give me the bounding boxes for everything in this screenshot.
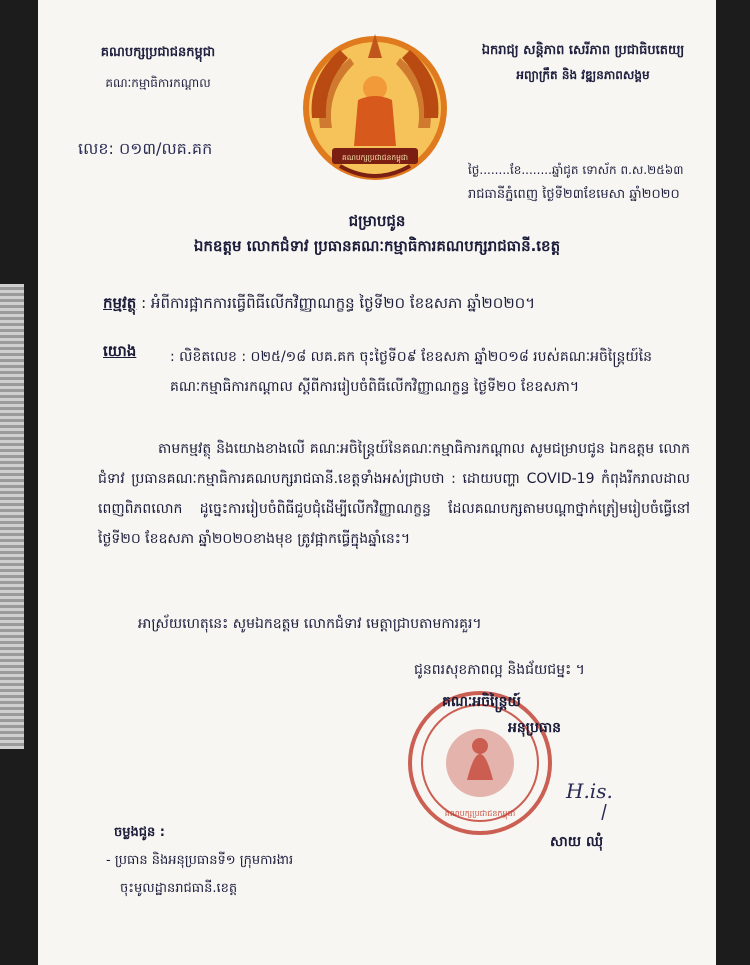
stamp-text: គណបក្សប្រជាជនកម្ពុជា [444,809,516,818]
motto-line2: អព្យាក្រឹត និង វឌ្ឍនភាពសង្គម [516,68,650,82]
subject-text: : អំពីការផ្អាកការធ្វើពិធីលើកវិញ្ញាណក្ខន្ធ ថ្ងៃទី២០ ខែឧសភា ឆ្នាំ២០២០។ [141,294,536,312]
handwritten-signature-icon [560,768,640,824]
background-strip [0,284,24,749]
addressee-line: ឯកឧត្តម លោកជំទាវ ប្រធានគណៈកម្មាធិការគណបក្សរាជធានី.ខេត្ត [193,237,561,255]
body-paragraph [98,434,690,554]
solar-date: រាជធានីភ្នំពេញ ថ្ងៃទី២៣ខែមេសា ឆ្នាំ២០២០ [468,187,680,202]
emblem-banner-text: គណបក្សប្រជាជនកម្ពុជា [342,153,408,162]
reference-text: : លិខិតលេខ : ០២៥/១៨ លគ.គក ចុះថ្ងៃទី០៩ ខែឧសភា ឆ្នាំ២០១៨ របស់គណៈអចិន្ត្រៃយ៍នៃគណៈកម្មាធិការកណ្តាល ស្តីពីការរៀបចំពិធីលើកវិញ្ញាណក្ខន្ធ ថ្ងៃទី២០ ខែឧសភា។ [170,349,653,395]
party-header [58,44,258,93]
signature-title: គណៈអចិន្ត្រៃយ៍ [442,694,521,710]
lunar-date: ថ្ងៃ........ខែ........ឆ្នាំជូត ទោស័ក ព.ស.២៥៦៣ [468,163,684,177]
notification-title: ជម្រាបជូន [348,212,406,230]
signature-subtitle: អនុប្រធាន [508,720,562,736]
reference-label: យោង [103,342,137,360]
subject-label: កម្មវត្ថុ [103,294,137,312]
reference-number: លេខ: ០១៣/លគ.គក [78,139,213,158]
regards-line: ជូនពរសុខភាពល្អ និងជ័យជម្នះ ។ [414,662,585,678]
document-page [38,0,716,965]
signer-name: សាយ ឈុំ [550,834,604,850]
motto-line1: ឯករាជ្យ សន្តិភាព សេរីភាព ប្រជាធិបតេយ្យ [481,43,685,58]
party-emblem-icon [300,28,450,188]
cc-label: ចម្លងជូន : [114,825,165,840]
cc-line-1: - ប្រធាន និងអនុប្រធានទី១ ក្រុមការងារ [106,853,294,868]
closing-line: អាស្រ័យហេតុនេះ សូមឯកឧត្តម លោកជំទាវ មេត្តាជ្រាបតាមការគួរ។ [138,616,482,632]
kingdom-motto [458,42,708,85]
body-text: តាមកម្មវត្ថុ និងយោងខាងលើ គណៈអចិន្ត្រៃយ៍នៃគណៈកម្មាធិការកណ្តាល សូមជម្រាបជូន ឯកឧត្តម លោកជំទាវ ប្រធានគណៈកម្មាធិការគណបក្សរាជធានី.ខេត្តទាំងអស់ជ្រាបថា : ដោយបញ្ហា COVID-19 កំពុងរីករាលដាលពេញពិភពលោក ដូច្នេះការរៀបចំពិធីជួបជុំដើម្បីលើកវិញ្ញាណក្ខន្ធ ដែលគណបក្សតាមបណ្តាថ្នាក់ត្រៀមរៀបចំធ្វើនៅថ្ងៃទី២០ ខែឧសភា ឆ្នាំ២០២០ខាងមុខ ត្រូវផ្អាកធ្វើក្នុងឆ្នាំនេះ។ [98,441,690,547]
signature-scribble: H.is. [566,779,613,803]
cc-line-2: ចុះមូលដ្ឋានរាជធានី.ខេត្ត [120,881,238,896]
committee-name: គណៈកម្មាធិការកណ្តាល [105,76,211,90]
subject-line [103,294,535,316]
party-name: គណបក្សប្រជាជនកម្ពុជា [100,45,216,60]
